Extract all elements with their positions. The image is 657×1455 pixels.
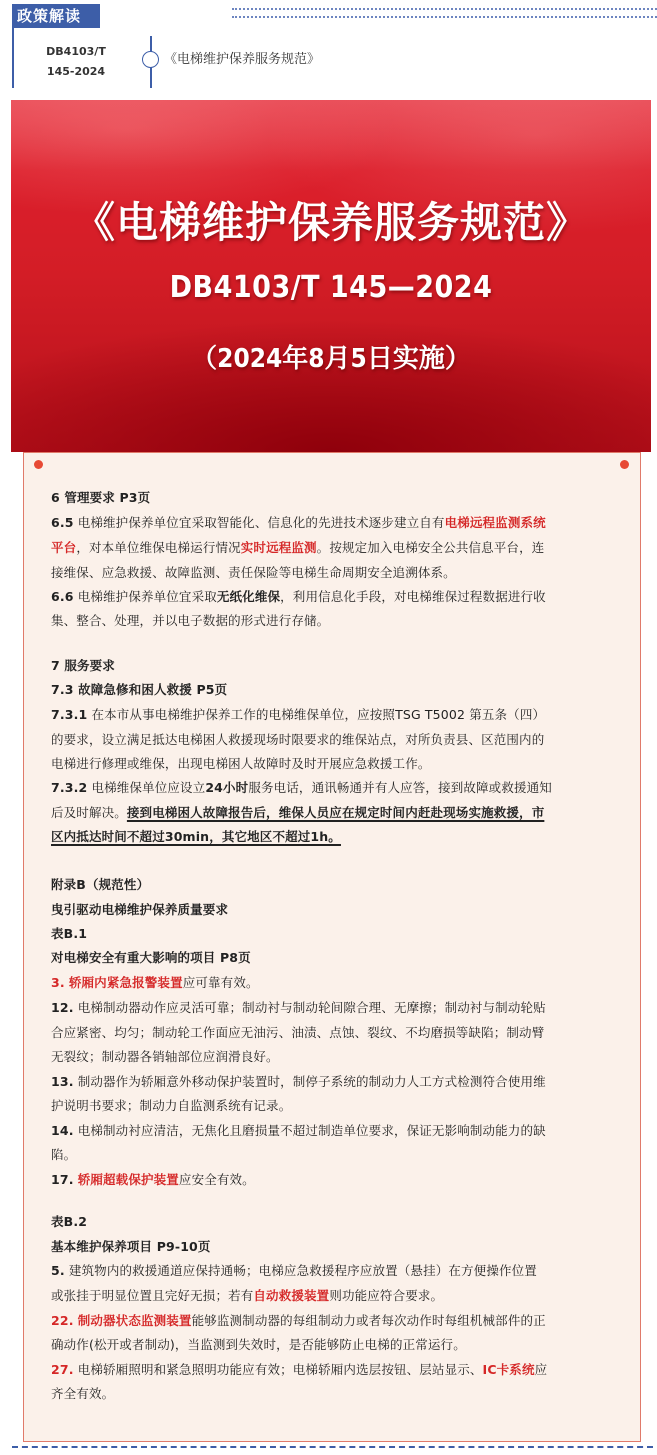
section-heading: 7 服务要求 (51, 658, 115, 673)
list-item: 17. 轿厢超载保护装置应安全有效。 (51, 1172, 255, 1187)
list-item: 12. 电梯制动器动作应灵活可靠；制动衬与制动轮间隙合理、无摩擦；制动衬与制动轮贴 (51, 1000, 546, 1015)
paragraph-line: 集、整合、处理，并以电子数据的形式进行存储。 (51, 613, 330, 628)
section-heading: 6 管理要求 P3页 (51, 490, 151, 505)
paragraph-line: 齐全有效。 (51, 1386, 115, 1401)
document-title: 《电梯维护保养服务规范》 (164, 52, 321, 67)
list-item: 22. 制动器状态监测装置能够监测制动器的每组制动力或者每次动作时每组机械部件的正 (51, 1313, 546, 1328)
timeline-circle-icon (142, 51, 159, 68)
paragraph-line: 的要求，设立满足抵达电梯困人救援现场时限要求的维保站点，对所负责县、区范围内的 (51, 732, 545, 747)
appendix-heading: 附录B（规范性） (51, 877, 150, 892)
appendix-subtitle: 曳引驱动电梯维护保养质量要求 (51, 902, 229, 917)
paragraph-line: 7.3.2 电梯维保单位应设立24小时服务电话，通讯畅通并有人应答，接到故障或救援通知 (51, 780, 552, 795)
bottom-dashed-divider (12, 1446, 653, 1448)
corner-dot-icon (620, 460, 629, 469)
paragraph-line: 确动作(松开或者制动)，当监测到失效时，是否能够防止电梯的正常运行。 (51, 1337, 466, 1352)
paragraph-line: 或张挂于明显位置且完好无损；若有自动救援装置则功能应符合要求。 (51, 1288, 444, 1303)
banner-highlight (11, 100, 651, 170)
list-item: 3. 轿厢内紧急报警装置应可靠有效。 (51, 975, 259, 990)
list-item: 27. 电梯轿厢照明和紧急照明功能应有效；电梯轿厢内选层按钮、层站显示、IC卡系统应 (51, 1362, 548, 1377)
paragraph-line: 合应紧密、均匀；制动轮工作面应无油污、油渍、点蚀、裂纹、不均磨损等缺陷；制动臂 (51, 1025, 545, 1040)
table-heading: 表B.2 (51, 1214, 88, 1229)
paragraph-line: 电梯进行修理或维保，出现电梯困人故障时及时开展应急救援工作。 (51, 756, 431, 771)
paragraph-line: 6.5 电梯维护保养单位宜采取智能化、信息化的先进技术逐步建立自有电梯远程监测系统 (51, 515, 546, 530)
banner-date: （2024年8月5日实施） (191, 344, 471, 374)
table-subtitle: 对电梯安全有重大影响的项目 P8页 (51, 950, 251, 965)
paragraph-line: 7.3.1 在本市从事电梯维护保养工作的电梯维保单位，应按照TSG T5002 第五条（四） (51, 707, 546, 722)
paragraph-line: 6.6 电梯维护保养单位宜采取无纸化维保，利用信息化手段，对电梯维保过程数据进行收 (51, 589, 546, 604)
list-item: 14. 电梯制动衬应清洁，无焦化且磨损量不超过制造单位要求，保证无影响制动能力的缺 (51, 1123, 546, 1138)
paragraph-line: 平台，对本单位维保电梯运行情况实时远程监测。按规定加入电梯安全公共信息平台，连 (51, 540, 545, 555)
dotted-divider (232, 8, 657, 18)
corner-dot-icon (34, 460, 43, 469)
list-item: 13. 制动器作为轿厢意外移动保护装置时，制停子系统的制动力人工方式检测符合使用维 (51, 1074, 546, 1089)
paragraph-line: 无裂纹；制动器各销轴部位应润滑良好。 (51, 1049, 279, 1064)
table-heading: 表B.1 (51, 926, 88, 941)
document-code-line-2: 145-2024 (46, 65, 106, 78)
header-accent-line (12, 28, 14, 88)
subsection-heading: 7.3 故障急修和困人救援 P5页 (51, 682, 228, 697)
paragraph-line: 陷。 (51, 1147, 77, 1162)
banner-title: 《电梯维护保养服务规范》 (72, 198, 589, 247)
list-item: 5. 建筑物内的救援通道应保持通畅；电梯应急救援程序应放置（悬挂）在方便操作位置 (51, 1263, 537, 1278)
paragraph-line: 护说明书要求；制动力自监测系统有记录。 (51, 1098, 292, 1113)
paragraph-line: 后及时解决。接到电梯困人故障报告后，维保人员应在规定时间内赶赴现场实施救援，市 (51, 805, 545, 820)
section-tag: 政策解读 (12, 4, 100, 28)
document-code-line-1: DB4103/T (46, 45, 106, 58)
table-subtitle: 基本维护保养项目 P9-10页 (51, 1239, 211, 1254)
document-code (24, 42, 128, 82)
paragraph-line: 区内抵达时间不超过30min，其它地区不超过1h。 (51, 829, 341, 844)
title-banner (11, 100, 651, 452)
banner-code: DB4103/T 145—2024 (169, 270, 493, 305)
paragraph-line: 接维保、应急救援、故障监测、责任保险等电梯生命周期安全追溯体系。 (51, 565, 456, 580)
